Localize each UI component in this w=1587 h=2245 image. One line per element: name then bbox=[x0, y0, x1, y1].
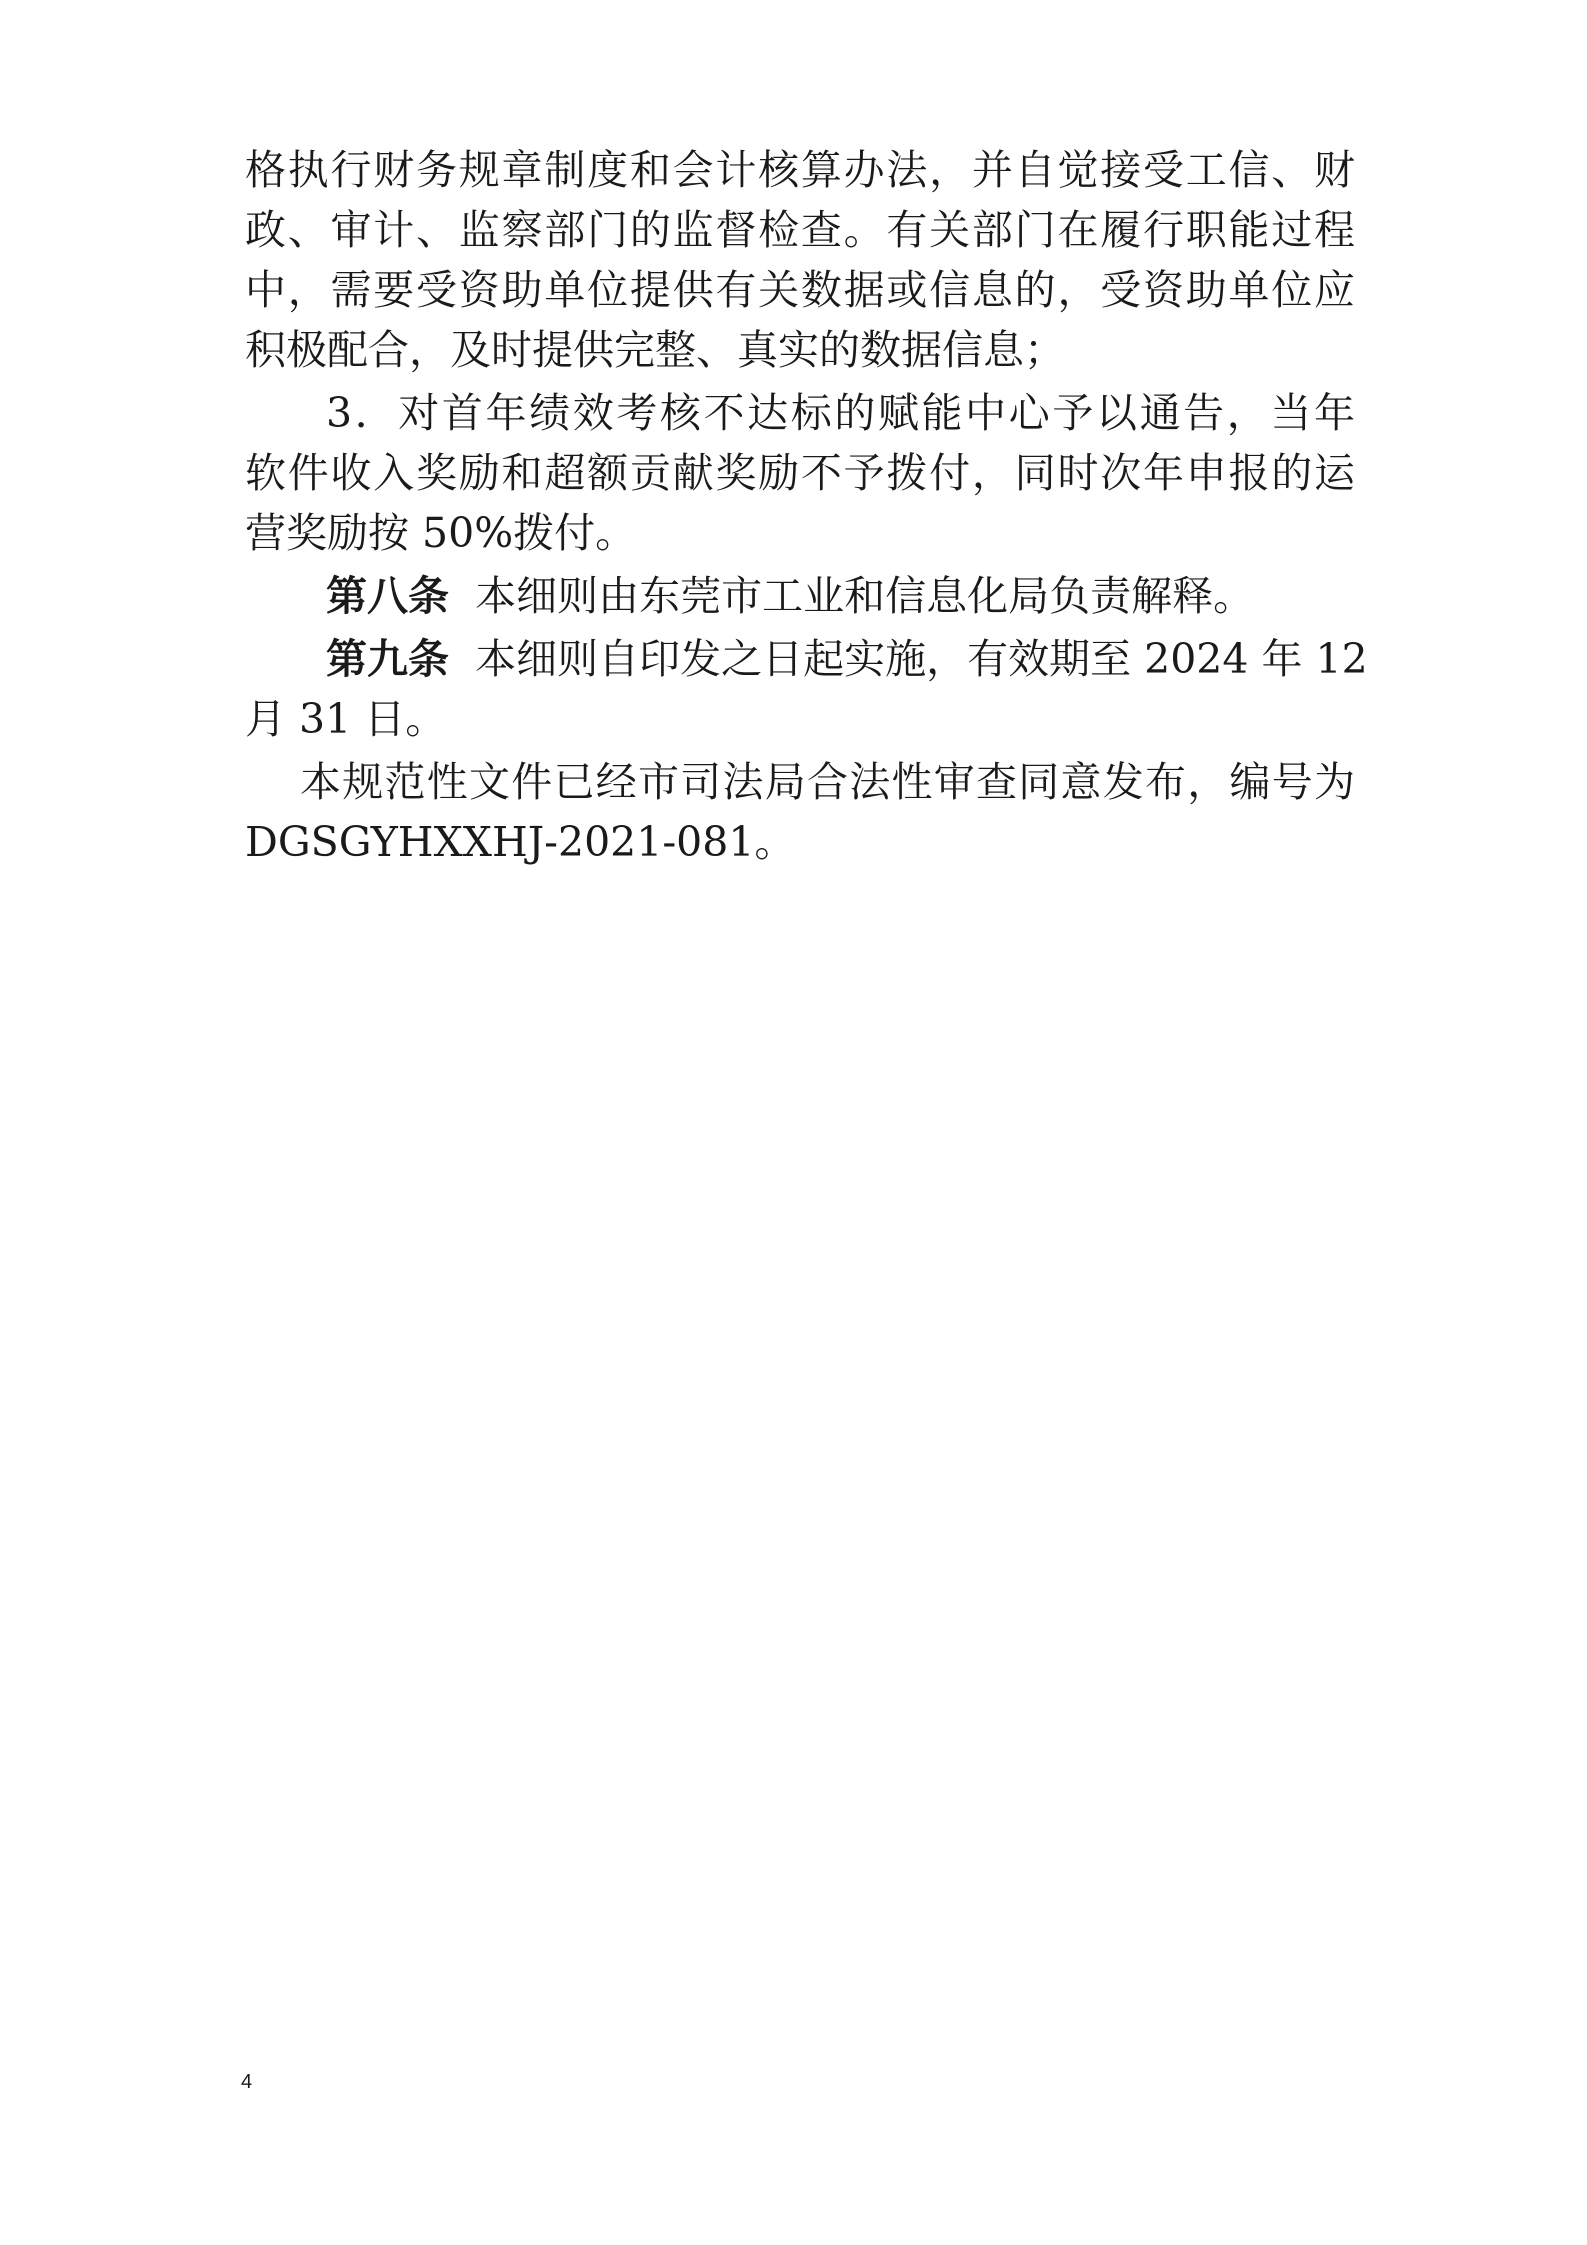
article-8 bbox=[326, 566, 1355, 626]
article-8-label: 第八条 bbox=[326, 572, 449, 620]
paragraph-line: 积极配合，及时提供完整、真实的数据信息； bbox=[245, 326, 1065, 374]
notice-line: 本规范性文件已经市司法局合法性审查同意发布，编号为 bbox=[300, 758, 1355, 806]
article-9-text: 本细则自印发之日起实施，有效期至 2024 年 12 bbox=[475, 635, 1368, 683]
article-9-line: 月 31 日。 bbox=[245, 695, 447, 743]
paragraph-line: 中，需要受资助单位提供有关数据或信息的，受资助单位应 bbox=[245, 266, 1355, 314]
page-number: 4 bbox=[241, 2071, 253, 2093]
paragraph-line: 政、审计、监察部门的监督检查。有关部门在履行职能过程 bbox=[245, 206, 1355, 254]
document-code: DGSGYHXXHJ-2021-081。 bbox=[245, 818, 796, 866]
clause-3-line: 3．对首年绩效考核不达标的赋能中心予以通告，当年 bbox=[326, 389, 1355, 437]
article-9 bbox=[326, 629, 1368, 689]
clause-3-line: 软件收入奖励和超额贡献奖励不予拨付，同时次年申报的运 bbox=[245, 449, 1355, 497]
article-9-label: 第九条 bbox=[326, 635, 449, 683]
article-8-text: 本细则由东莞市工业和信息化局负责解释。 bbox=[475, 572, 1255, 620]
paragraph-line: 格执行财务规章制度和会计核算办法，并自觉接受工信、财 bbox=[245, 146, 1355, 194]
clause-3-line: 营奖励按 50%拨付。 bbox=[245, 509, 637, 557]
